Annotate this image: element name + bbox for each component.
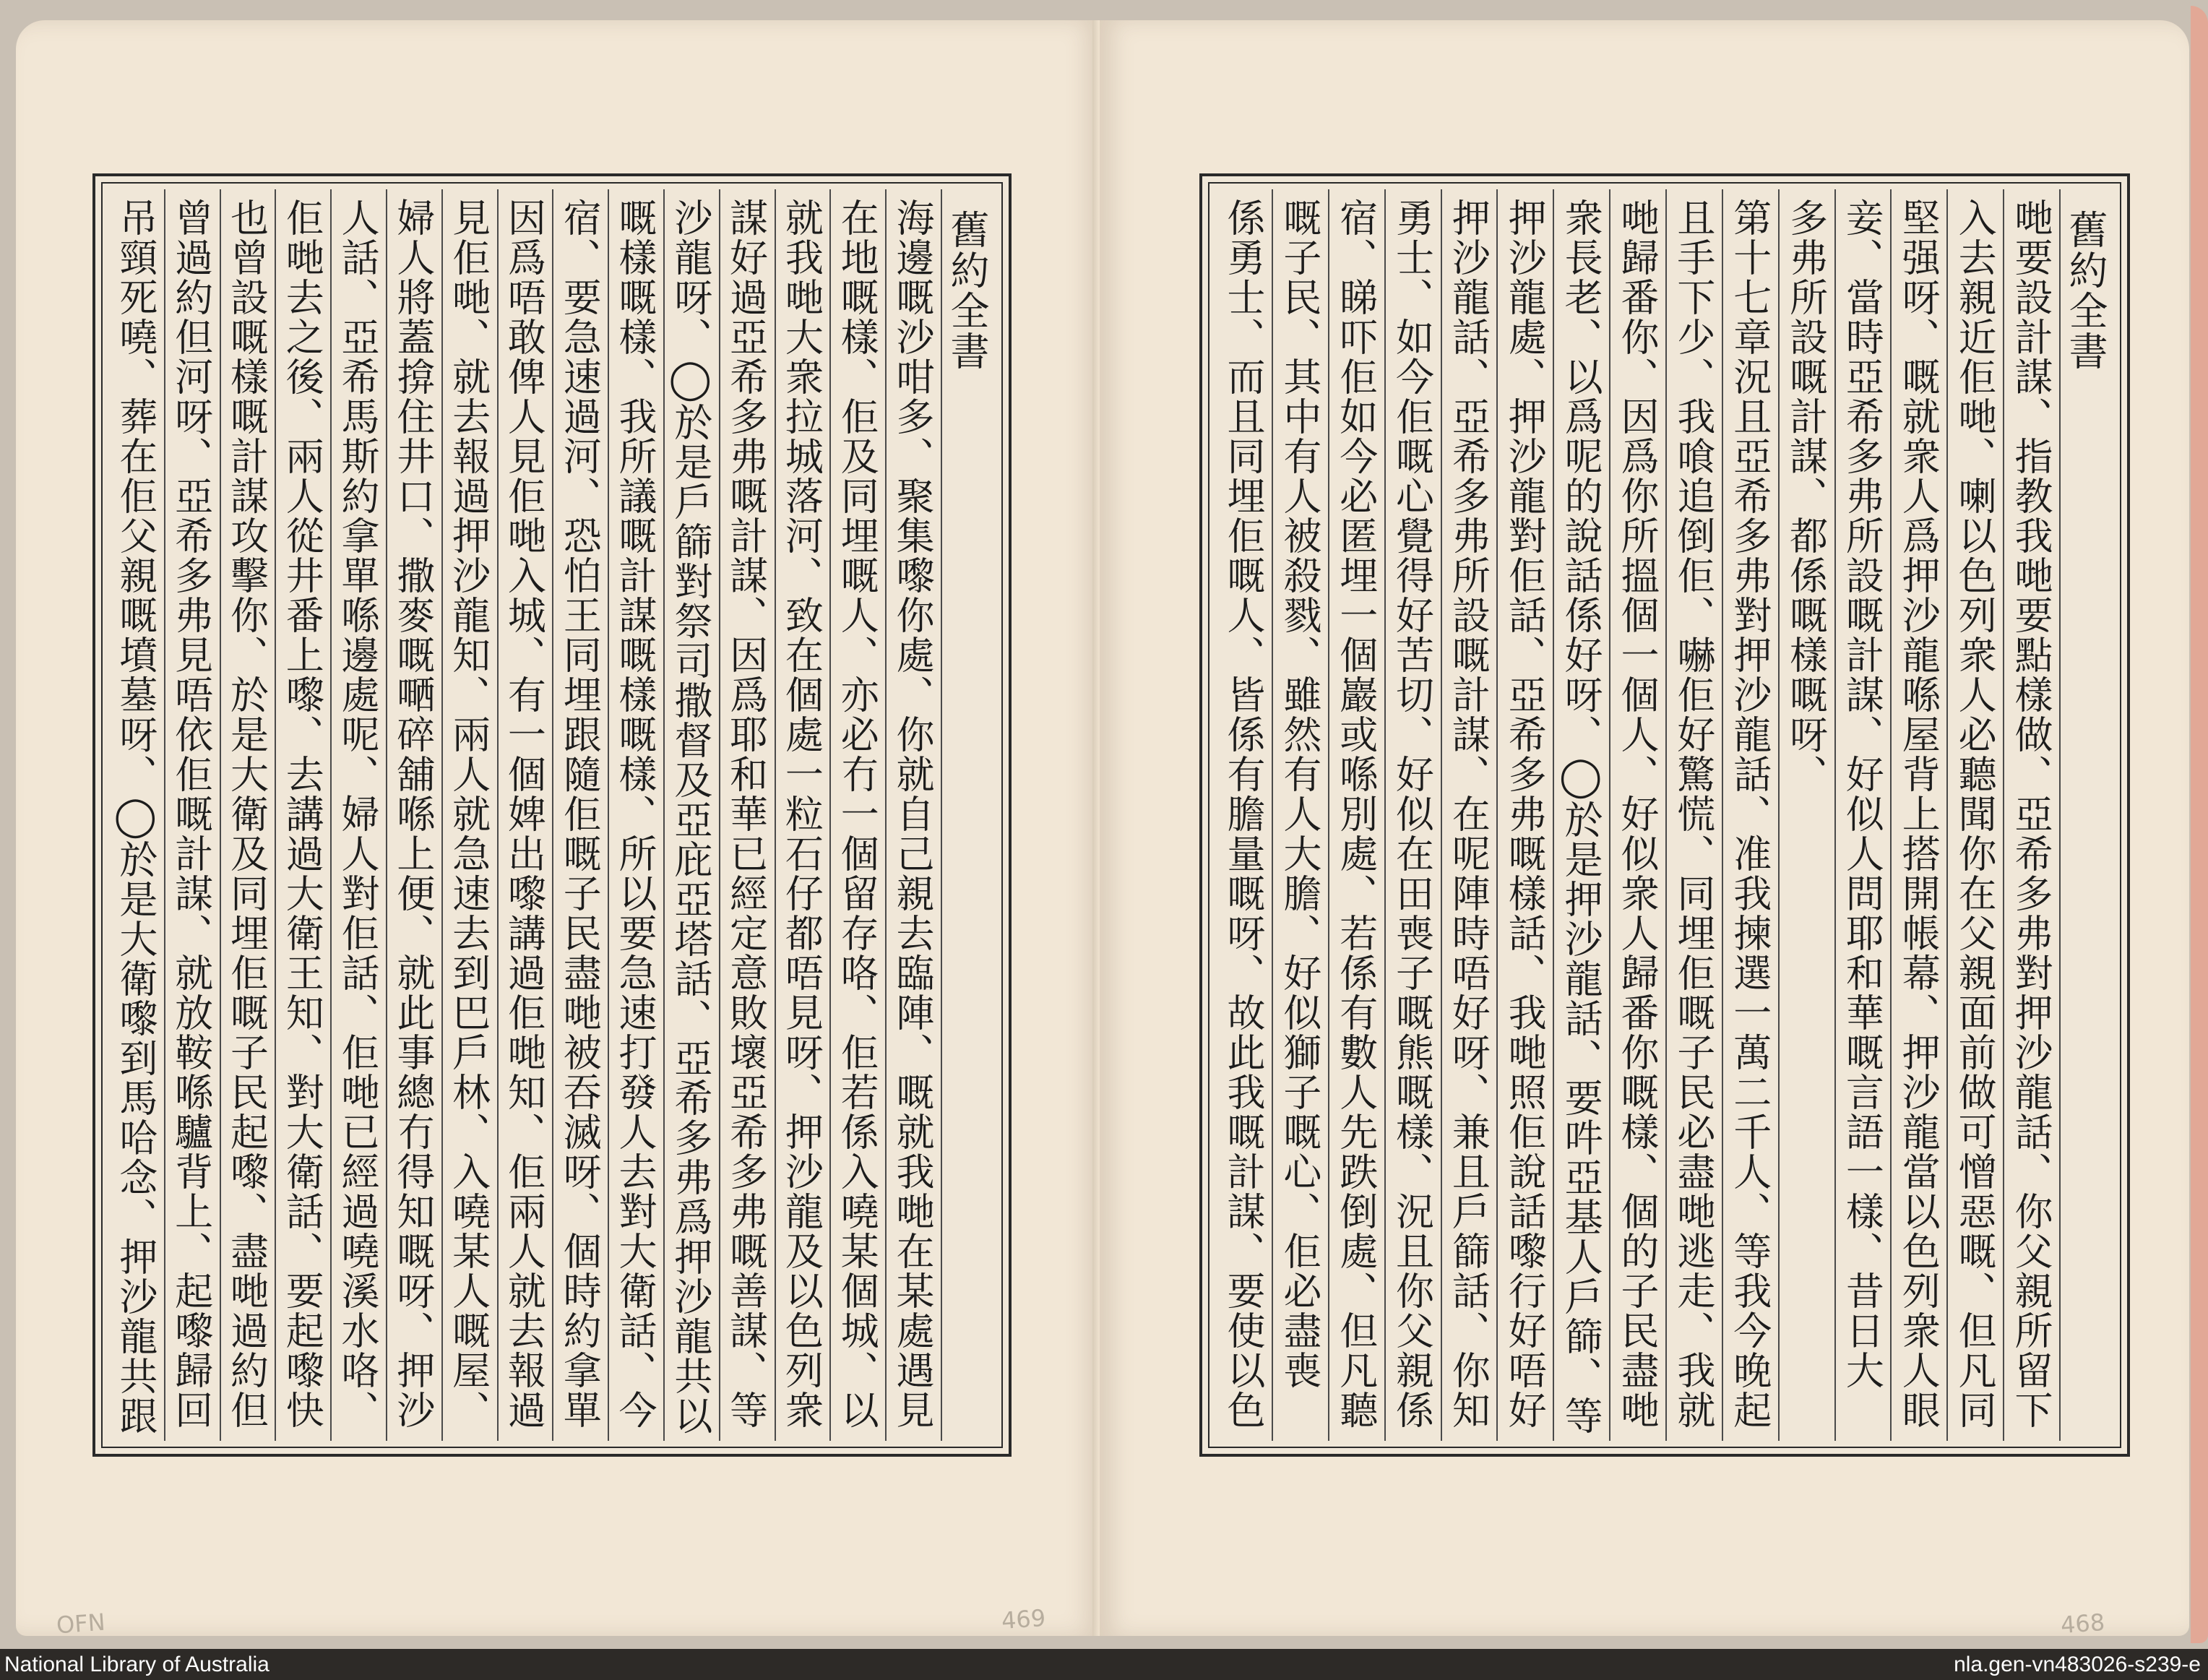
right-text-column: 嘅子民、其中有人被殺戮、雖然有人大膽、好似獅子嘅心、佢必盡喪 [1272,189,1328,1441]
left-text-frame [92,173,1012,1457]
page-edge [2191,6,2208,1643]
right-text-column: 押沙龍處、押沙龍對佢話、亞希多弗嘅樣話、我哋照佢說話嚟行好唔好 [1496,189,1553,1441]
right-text-column: 哋要設計謀、指教我哋要點樣做、亞希多弗對押沙龍話、你父親所留下 [2003,189,2059,1441]
right-marginal-number: 468 [2059,1608,2106,1640]
left-columns [108,189,996,1441]
left-text-column: 婦人將蓋揜住井口、撒麥嘅嗮碎舖喺上便、就此事總冇得知嘅呀、押沙 [386,189,441,1441]
right-text-column: 妾、當時亞希多弗所設嘅計謀、好似人問耶和華嘅言語一樣、昔日大 [1834,189,1891,1441]
footer-library-name: National Library of Australia [4,1653,269,1676]
left-text-column: 曾過約但河呀、亞希多弗見唔依佢嘅計謀、就放鞍喺驢背上、起嚟歸回 [164,189,220,1441]
right-text-column: 且手下少、我喰追倒佢、嚇佢好驚慌、同埋佢嘅子民必盡哋逃走、我就 [1665,189,1722,1441]
left-header-title: 舊約全書 [944,210,990,371]
left-page [16,20,1100,1640]
right-running-header [2059,189,2114,1441]
left-text-column: 宿、要急速過河、恐怕王同埋跟隨佢嘅子民盡哋被吞滅呀、個時約拿單 [552,189,608,1441]
left-text-column: 人話、亞希馬斯約拿單喺邊處呢、婦人對佢話、佢哋已經過嘵溪水咯、 [330,189,386,1441]
right-page [1100,20,2189,1640]
right-text-column: 堅强呀、嘅就衆人爲押沙龍喺屋背上搭開帳幕、押沙龍當以色列衆人眼 [1890,189,1946,1441]
right-text-column: 押沙龍話、亞希多弗所設嘅計謀、在呢陣時唔好呀、兼且戶篩話、你知 [1441,189,1497,1441]
right-columns [1215,189,2114,1441]
left-text-column: 嘅樣嘅樣、我所議嘅計謀嘅樣嘅樣、所以要急速打發人去對大衛話、今 [608,189,663,1441]
left-text-column: 佢哋去之後、兩人從井番上嚟、去講過大衛王知、對大衛話、要起嚟快 [275,189,330,1441]
left-text-column: 謀好過亞希多弗嘅計謀、因爲耶和華已經定意敗壞亞希多弗嘅善謀、等 [719,189,775,1441]
left-text-column: 吊頸死嘵、葬在佢父親嘅墳墓呀、◯於是大衛嚟到馬哈念、押沙龍共跟 [113,198,158,1436]
right-text-column: 係勇士、而且同埋佢嘅人、皆係有膽量嘅呀、故此我嘅計謀、要使以色 [1220,198,1265,1430]
library-stamp: OFN [55,1608,106,1640]
right-header-title: 舊約全書 [2063,210,2108,371]
left-text-column: 海邊嘅沙咁多、聚集嚟你處、你就自己親去臨陣、嘅就我哋在某處遇見 [885,189,941,1441]
right-text-column: 宿、睇吓佢如今必匿埋一個巖或喺別處、若係有數人先跌倒處、但凡聽 [1328,189,1384,1441]
footer-bar [0,1649,2208,1680]
right-text-column: 哋歸番你、因爲你所搵個一個人、好似衆人歸番你嘅樣、個的子民盡哋 [1609,189,1665,1441]
left-running-header [941,189,996,1441]
right-text-column: 第十七章況且亞希多弗對押沙龍話、准我揀選一萬二千人、等我今晚起 [1722,189,1778,1441]
left-text-column: 在地嘅樣、佢及同埋嘅人、亦必冇一個留存咯、佢若係入嘵某個城、以 [829,189,885,1441]
right-text-column: 多弗所設嘅計謀、都係嘅樣嘅呀、 [1778,189,1834,1441]
left-text-column: 因爲唔敢俾人見佢哋入城、有一個婢出嚟講過佢哋知、佢兩人就去報過 [497,189,553,1441]
left-marginal-number: 469 [1000,1603,1047,1635]
right-text-column: 衆長老、以爲呢的說話係好呀、◯於是押沙龍話、要吽亞基人戶篩、等 [1553,189,1609,1441]
left-text-column: 沙龍呀、◯於是戶篩對祭司撒督及亞庇亞塔話、亞希多弗爲押沙龍共以 [663,189,719,1441]
right-text-column: 勇士、如今佢嘅心覺得好苦切、好似在田喪子嘅熊嘅樣、況且你父親係 [1384,189,1441,1441]
right-text-column: 入去親近佢哋、喇以色列衆人必聽聞你在父親面前做可憎惡嘅、但凡同 [1946,189,2003,1441]
left-text-column: 就我哋大衆拉城落河、致在個處一粒石仔都唔見呀、押沙龍及以色列衆 [775,189,830,1441]
left-text-column: 見佢哋、就去報過押沙龍知、兩人就急速去到巴戶林、入嘵某人嘅屋、 [441,189,497,1441]
footer-identifier: nla.gen-vn483026-s239-e [1954,1653,2201,1676]
right-text-frame [1199,173,2130,1457]
left-text-column: 也曾設嘅樣嘅計謀攻擊你、於是大衛及同埋佢嘅子民起嚟、盡哋過約但 [220,189,275,1441]
